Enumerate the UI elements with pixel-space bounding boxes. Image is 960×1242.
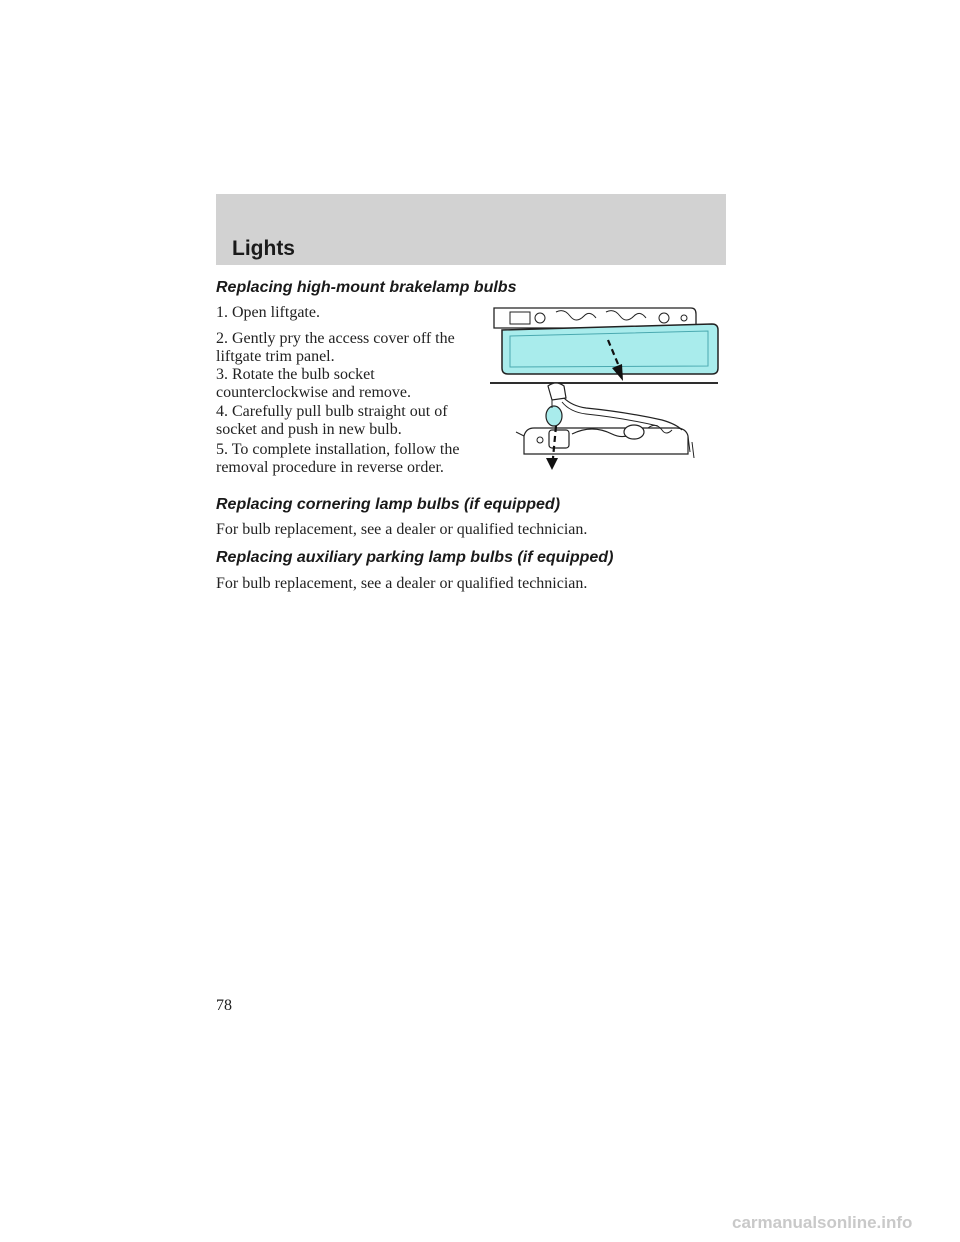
section-header-band — [216, 194, 726, 265]
step-1: 1. Open liftgate. — [216, 304, 320, 321]
heading-high-mount-brakelamp: Replacing high-mount brakelamp bulbs — [216, 279, 517, 296]
page-number: 78 — [216, 997, 232, 1014]
section-title: Lights — [232, 237, 295, 260]
cornering-lamp-text: For bulb replacement, see a dealer or qualified technician. — [216, 521, 588, 538]
step-5: 5. To complete installation, follow the removal procedure in reverse order. — [216, 441, 460, 476]
step-2: 2. Gently pry the access cover off the liftgate trim panel. — [216, 330, 455, 365]
step-4: 4. Carefully pull bulb straight out of socket and push in new bulb. — [216, 403, 448, 438]
brakelamp-removal-diagram — [486, 302, 724, 474]
svg-text:carmanualsonline.info: carmanualsonline.info — [732, 1213, 913, 1232]
auxiliary-parking-lamp-text: For bulb replacement, see a dealer or qualified technician. — [216, 575, 588, 592]
heading-cornering-lamp: Replacing cornering lamp bulbs (if equipped) — [216, 496, 561, 513]
heading-auxiliary-parking-lamp: Replacing auxiliary parking lamp bulbs (if equipped) — [216, 549, 614, 566]
step-3: 3. Rotate the bulb socket counterclockwise and remove. — [216, 366, 412, 401]
watermark-logo — [732, 1206, 932, 1236]
